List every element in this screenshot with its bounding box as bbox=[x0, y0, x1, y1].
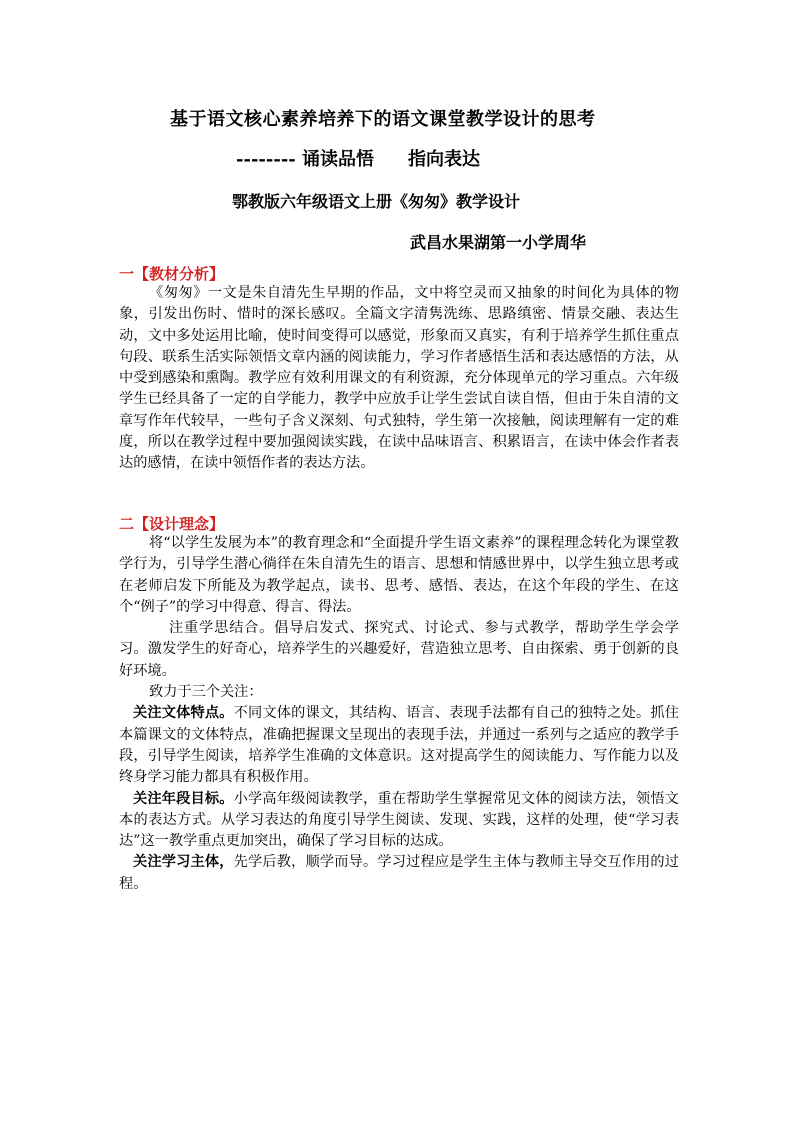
concept-paragraph-5 bbox=[119, 789, 679, 853]
concept-paragraph-1: 将“以学生发展为本”的教育理念和“全面提升学生语文素养”的课程理念转化为课堂教学行为，引导学生潜心徜徉在朱自清先生的语言、思想和情感世界中，以学生独立思考或在老师启发下所能及为教学起点，读书、思考、感悟、表达，在这个年段的学生、在这个“例子”的学习中得意、得言、得法。 bbox=[119, 535, 679, 615]
subtitle-dashes: -------- bbox=[236, 149, 296, 170]
concept-paragraph-4 bbox=[119, 703, 679, 788]
focus-subject-label: 关注学习主体， bbox=[133, 854, 234, 871]
analysis-paragraph: 《匆匆》一文是朱自清先生早期的作品，文中将空灵而又抽象的时间化为具体的物象，引发出伤时、惜时的深长感叹。全篇文字清隽洗练、思路缜密、情景交融、表达生动，文中多处运用比喻，使时间变得可以感觉，形象而又真实，有利于培养学生抓住重点句段、联系生活实际领悟文章内涵的阅读能力，学习作者感悟生活和表达感悟的方法，从中受到感染和熏陶。教学应有效利用课文的有利资源，充分体现单元的学习重点。六年级学生已经具备了一定的自学能力，教学中应放手让学生尝试自读自悟，但由于朱自清的文章写作年代较早，一些句子含义深刻、句式独特，学生第一次接触，阅读理解有一定的难度，所以在教学过程中要加强阅读实践，在读中品味语言、积累语言，在读中体会作者表达的感情，在读中领悟作者的表达方法。 bbox=[119, 285, 679, 472]
focus-subject-text: 先学后教，顺学而导。学习过程应是学生主体与教师主导交互作用的过程。 bbox=[119, 854, 679, 892]
focus-grade-label: 关注年段目标。 bbox=[133, 790, 234, 807]
document-subtitle-2: 鄂教版六年级语文上册《匆匆》教学设计 bbox=[232, 192, 521, 211]
concept-paragraph-3: 致力于三个关注： bbox=[149, 684, 263, 701]
concept-paragraph-2: 注重学思结合。倡导启发式、探究式、讨论式、参与式教学，帮助学生学会学习。激发学生的好奇心，培养学生的兴趣爱好，营造独立思考、自由探索、勇于创新的良好环境。 bbox=[119, 620, 679, 679]
document-title: 基于语文核心素养培养下的语文课堂教学设计的思考 bbox=[170, 109, 596, 130]
focus-style-label: 关注文体特点。 bbox=[133, 705, 234, 722]
concept-paragraph-6 bbox=[119, 852, 679, 895]
section-body-analysis bbox=[119, 283, 679, 475]
section-heading-concept: 二【设计理念】 bbox=[119, 515, 225, 533]
section-heading-analysis: 一【教材分析】 bbox=[119, 265, 225, 283]
focus-style-text: 不同文体的课文，其结构、语言、表现手法都有自己的独特之处。抓住本篇课文的文体特点，准确把握课文呈现出的表现手法，并通过一系列与之适应的教学手段，引导学生阅读，培养学生准确的文体意识。这对提高学生的阅读能力、写作能力以及终身学习能力都具有积极作用。 bbox=[119, 705, 679, 786]
section-body-concept bbox=[119, 533, 679, 895]
subtitle-part2: 指向表达 bbox=[408, 149, 481, 170]
focus-grade-text: 小学高年级阅读教学，重在帮助学生掌握常见文体的阅读方法，领悟文本的表达方式。从学习表达的角度引导学生阅读、发现、实践，这样的处理，使“学习表达”这一教学重点更加突出，确保了学习目标的达成。 bbox=[119, 790, 679, 850]
subtitle-part1: 诵读品悟 bbox=[302, 149, 375, 170]
document-author: 武昌水果湖第一小学周华 bbox=[410, 233, 587, 252]
document-subtitle bbox=[236, 145, 480, 171]
